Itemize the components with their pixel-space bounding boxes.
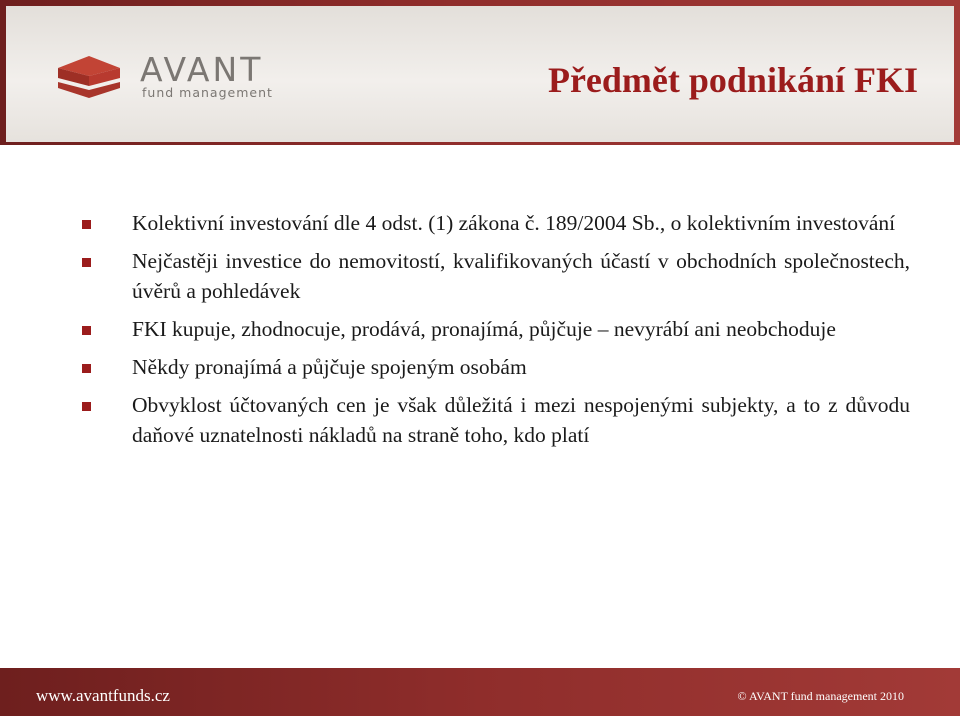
header-band xyxy=(0,0,960,145)
page-title: Předmět podnikání FKI xyxy=(547,60,918,100)
bullet-list xyxy=(80,208,910,450)
avant-logo xyxy=(56,50,286,106)
header-panel xyxy=(6,6,954,142)
square-bullet-icon xyxy=(82,402,91,411)
list-item xyxy=(80,352,910,382)
list-item xyxy=(80,246,910,306)
square-bullet-icon xyxy=(82,258,91,267)
footer-band xyxy=(0,668,960,716)
list-item-text: Někdy pronajímá a půjčuje spojeným osobám xyxy=(132,355,527,379)
list-item xyxy=(80,390,910,450)
list-item-text: Obvyklost účtovaných cen je však důležitá i mezi nespojenými subjekty, a to z důvodu daňové uznatelnosti nákladů na straně toho, kdo platí xyxy=(132,393,910,447)
logo-subtitle: fund management xyxy=(142,85,273,100)
logo-mark-icon xyxy=(56,54,122,100)
square-bullet-icon xyxy=(82,326,91,335)
list-item-text: FKI kupuje, zhodnocuje, prodává, pronajímá, půjčuje – nevyrábí ani neobchoduje xyxy=(132,317,836,341)
footer-copyright: © AVANT fund management 2010 xyxy=(737,689,904,703)
square-bullet-icon xyxy=(82,220,91,229)
list-item-text: Nejčastěji investice do nemovitostí, kvalifikovaných účastí v obchodních společnostech, úvěrů a pohledávek xyxy=(132,249,910,303)
list-item xyxy=(80,314,910,344)
footer-url-link[interactable]: www.avantfunds.cz xyxy=(36,686,170,705)
square-bullet-icon xyxy=(82,364,91,373)
logo-name: AVANT xyxy=(140,50,264,89)
list-item xyxy=(80,208,910,238)
list-item-text: Kolektivní investování dle 4 odst. (1) zákona č. 189/2004 Sb., o kolektivním investování xyxy=(132,211,896,235)
